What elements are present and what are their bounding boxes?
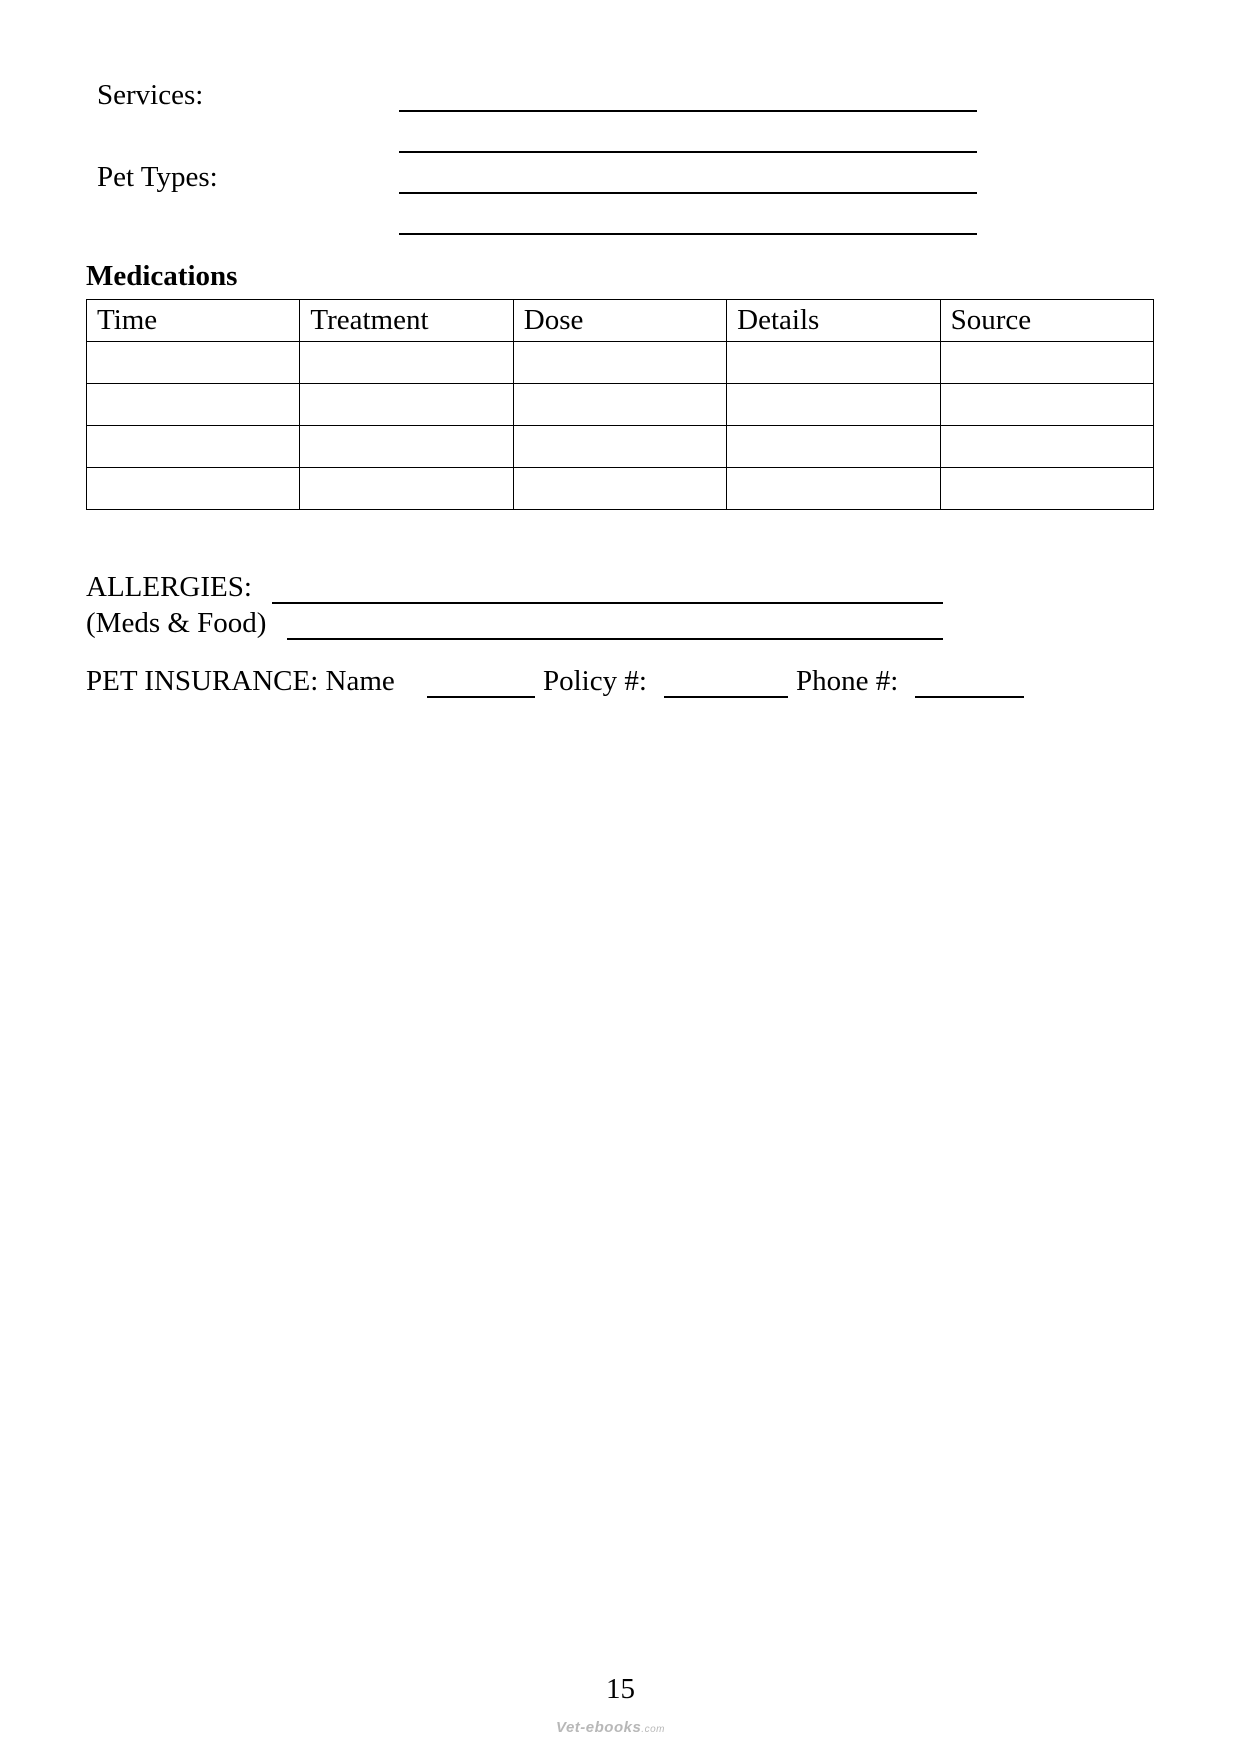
table-row [87, 342, 1154, 384]
allergies-meds-food-line[interactable] [287, 638, 943, 640]
table-cell[interactable] [727, 384, 940, 426]
table-cell[interactable] [513, 342, 726, 384]
watermark-text: Vet-ebooks [556, 1719, 642, 1736]
table-row [87, 384, 1154, 426]
services-label: Services: [97, 79, 204, 111]
pet-types-line-1[interactable] [399, 192, 977, 194]
watermark-suffix: .com [641, 1724, 665, 1735]
policy-label: Policy #: [543, 665, 647, 697]
table-header-row [87, 300, 1154, 342]
table-cell[interactable] [513, 426, 726, 468]
table-cell[interactable] [940, 426, 1153, 468]
watermark [556, 1719, 665, 1736]
pet-types-line-2[interactable] [399, 233, 977, 235]
table-cell[interactable] [940, 342, 1153, 384]
policy-number-line[interactable] [664, 696, 788, 698]
medications-heading: Medications [86, 260, 238, 292]
table-cell[interactable] [300, 426, 513, 468]
table-row [87, 468, 1154, 510]
table-cell[interactable] [727, 468, 940, 510]
column-header-treatment: Treatment [300, 300, 513, 342]
table-cell[interactable] [87, 468, 300, 510]
column-header-time: Time [87, 300, 300, 342]
table-cell[interactable] [727, 426, 940, 468]
table-cell[interactable] [940, 468, 1153, 510]
page-number: 15 [606, 1673, 635, 1705]
column-header-details: Details [727, 300, 940, 342]
table-cell[interactable] [300, 384, 513, 426]
table-cell[interactable] [87, 384, 300, 426]
table-cell[interactable] [727, 342, 940, 384]
table-cell[interactable] [87, 342, 300, 384]
allergies-line[interactable] [272, 602, 943, 604]
table-cell[interactable] [87, 426, 300, 468]
pet-types-label: Pet Types: [97, 161, 218, 193]
allergies-label: ALLERGIES: [86, 571, 252, 603]
phone-label: Phone #: [796, 665, 899, 697]
services-line-1[interactable] [399, 110, 977, 112]
table-cell[interactable] [513, 468, 726, 510]
table-cell[interactable] [300, 342, 513, 384]
services-line-2[interactable] [399, 151, 977, 153]
phone-number-line[interactable] [915, 696, 1024, 698]
allergies-sublabel: (Meds & Food) [86, 607, 267, 639]
table-cell[interactable] [940, 384, 1153, 426]
table-row [87, 426, 1154, 468]
insurance-name-line[interactable] [427, 696, 535, 698]
table-cell[interactable] [300, 468, 513, 510]
column-header-dose: Dose [513, 300, 726, 342]
column-header-source: Source [940, 300, 1153, 342]
medications-table [86, 299, 1154, 510]
table-cell[interactable] [513, 384, 726, 426]
pet-insurance-label: PET INSURANCE: Name [86, 665, 395, 697]
